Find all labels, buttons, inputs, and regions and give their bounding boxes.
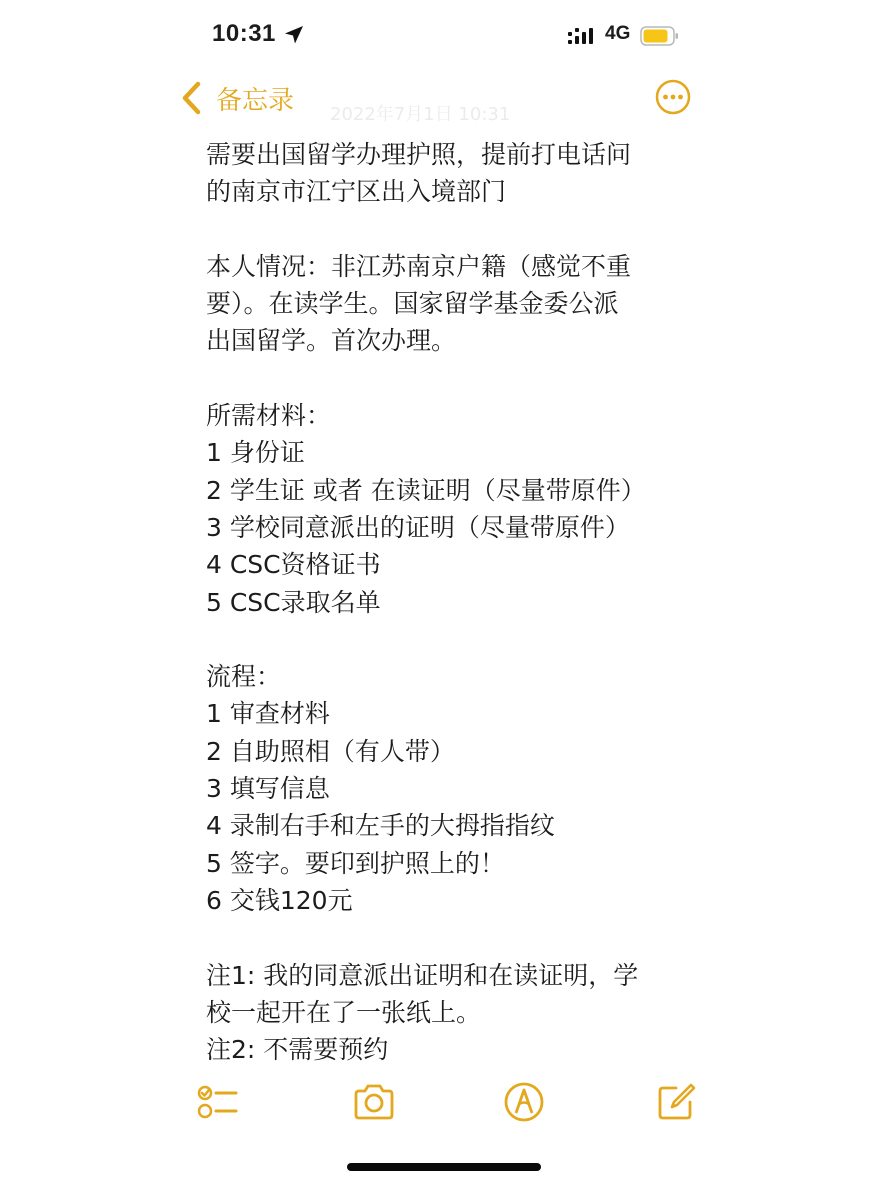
back-label: 备忘录 [216, 85, 295, 116]
note-line: 需要出国留学办理护照，提前打电话问 [206, 140, 632, 169]
note-line: 2 自助照相（有人带） [206, 736, 455, 766]
note-line [206, 621, 696, 658]
note-line: 本人情况：非江苏南京户籍（感觉不重 [206, 251, 632, 281]
back-button[interactable] [180, 78, 294, 118]
markup-pen-icon [502, 1080, 546, 1124]
note-line: 校一起开在了一张纸上。 [206, 997, 482, 1027]
home-indicator[interactable] [347, 1163, 541, 1171]
note-line: 的南京市江宁区出入境部门 [206, 177, 507, 207]
signal-strength-icon [568, 27, 600, 45]
note-line: 2 学生证 或者 在读证明（尽量带原件） [206, 475, 646, 505]
compose-icon [654, 1080, 698, 1124]
note-line [206, 211, 696, 248]
note-line: 出国留学。首次办理。 [206, 326, 457, 356]
note-line: 所需材料： [206, 401, 332, 431]
ellipsis-circle-icon[interactable] [655, 79, 691, 115]
note-line: 6 交钱120元 [206, 885, 353, 915]
note-date: 2022年7月1日 10:31 [330, 104, 511, 125]
status-bar [0, 0, 887, 70]
note-line: 3 填写信息 [206, 774, 330, 804]
markup-button[interactable] [502, 1080, 546, 1124]
note-line [206, 360, 696, 397]
note-line: 5 CSC录取名单 [206, 587, 381, 617]
note-line: 注1: 我的同意派出证明和在读证明，学 [206, 960, 639, 990]
checklist-icon [196, 1080, 240, 1124]
camera-icon [352, 1080, 396, 1124]
compose-button[interactable] [654, 1080, 698, 1124]
camera-button[interactable] [352, 1080, 396, 1124]
battery-icon [640, 25, 680, 47]
status-time: 10:31 [212, 20, 276, 47]
network-type: 4G [605, 23, 631, 44]
note-line: 要）。在读学生。国家留学基金委公派 [206, 289, 619, 319]
note-line: 4 CSC资格证书 [206, 550, 381, 580]
note-line [206, 919, 696, 956]
note-line: 注2: 不需要预约 [206, 1035, 389, 1065]
checklist-button[interactable] [196, 1080, 240, 1124]
chevron-left-icon [180, 81, 204, 115]
bottom-toolbar [0, 1080, 887, 1130]
note-line: 1 审查材料 [206, 699, 330, 729]
location-arrow-icon [283, 24, 305, 46]
note-line: 3 学校同意派出的证明（尽量带原件） [206, 512, 630, 542]
note-line: 1 身份证 [206, 438, 305, 468]
note-body[interactable] [206, 136, 696, 1068]
note-line: 4 录制右手和左手的大拇指指纹 [206, 811, 555, 841]
navigation-bar [0, 70, 887, 130]
note-line: 5 签字。要印到护照上的！ [206, 848, 505, 878]
note-line: 流程： [206, 662, 282, 692]
